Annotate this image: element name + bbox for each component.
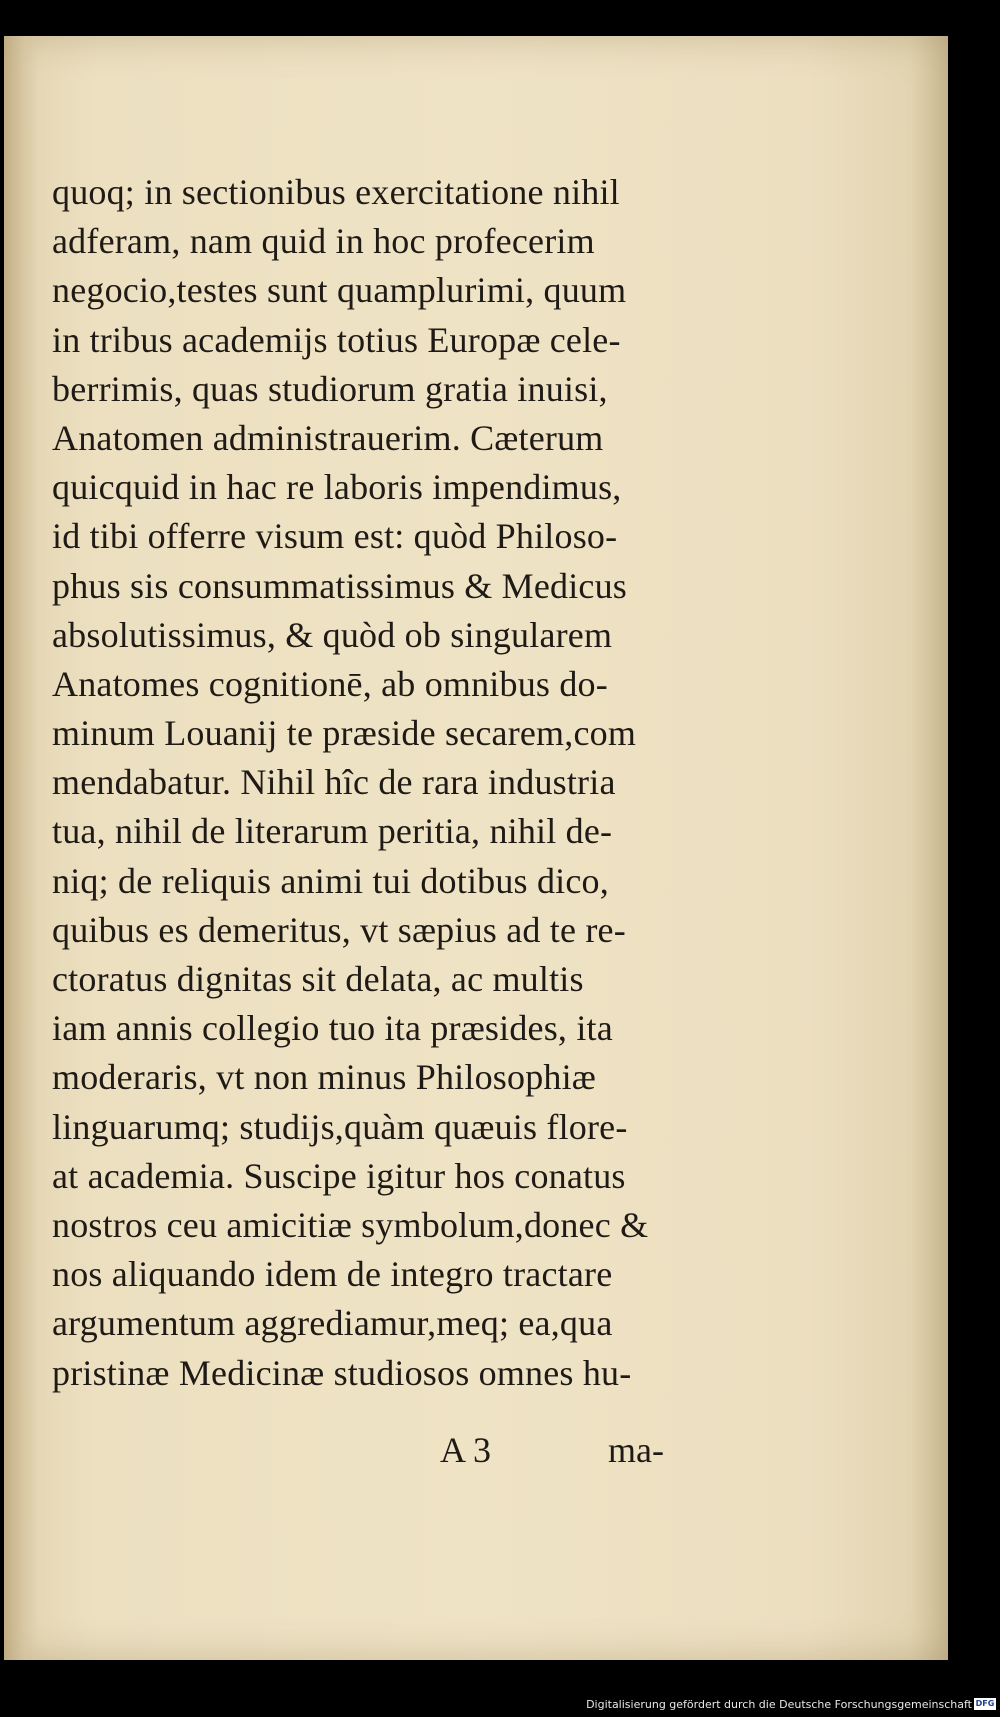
text-line: moderaris, vt non minus Philosophiæ <box>52 1057 597 1098</box>
text-line: ctoratus dignitas sit delata, ac multis <box>52 959 584 999</box>
book-page <box>4 36 948 1660</box>
text-line: berrimis, quas studiorum gratia inuisi, <box>52 368 608 409</box>
text-line: phus sis consummatissimus & Medicus <box>52 565 628 606</box>
signature-mark: A 3 <box>440 1430 492 1470</box>
footer-bar <box>0 1685 1000 1717</box>
text-line: in tribus academijs totius Europæ cele- <box>52 319 621 360</box>
text-line: negocio,testes sunt quamplurimi, quum <box>52 270 627 311</box>
text-line: absolutissimus, & quòd ob singularem <box>52 614 613 655</box>
digitization-credit: Digitalisierung gefördert durch die Deutsche Forschungsgemeinschaft <box>586 1698 972 1711</box>
text-line: quoq; in sectionibus exercitatione nihil <box>52 172 620 212</box>
text-line: tua, nihil de literarum peritia, nihil de- <box>52 811 613 852</box>
text-line: mendabatur. Nihil hîc de rara industria <box>52 762 616 803</box>
dfg-logo-icon: DFG <box>975 1699 995 1708</box>
text-line: pristinæ Medicinæ studiosos omnes hu- <box>52 1352 632 1393</box>
page-foot <box>4 1429 948 1479</box>
text-line: quibus es demeritus, vt sæpius ad te re- <box>52 909 626 950</box>
text-line: at academia. Suscipe igitur hos conatus <box>52 1155 626 1196</box>
text-line: nos aliquando idem de integro tractare <box>52 1254 613 1295</box>
text-line: id tibi offerre visum est: quòd Philoso- <box>52 516 618 557</box>
text-line: niq; de reliquis animi tui dotibus dico, <box>52 860 609 901</box>
text-line: Anatomes cognitionē, ab omnibus do- <box>52 663 608 704</box>
text-line: quicquid in hac re laboris impendimus, <box>52 467 622 508</box>
text-line: Anatomen administrauerim. Cæterum <box>52 417 604 458</box>
text-line: adferam, nam quid in hoc profecerim <box>52 221 595 262</box>
text-line: linguarumq; studijs,quàm quæuis flore- <box>52 1106 628 1147</box>
body-text <box>52 168 732 1398</box>
text-line: nostros ceu amicitiæ symbolum,donec & <box>52 1204 649 1245</box>
page-gutter <box>4 36 38 1660</box>
catchword: ma- <box>608 1430 664 1470</box>
text-line: iam annis collegio tuo ita præsides, ita <box>52 1008 613 1049</box>
text-line: argumentum aggrediamur,meq; ea,qua <box>52 1303 613 1344</box>
text-line: minum Louanij te præside secarem,com <box>52 713 637 754</box>
